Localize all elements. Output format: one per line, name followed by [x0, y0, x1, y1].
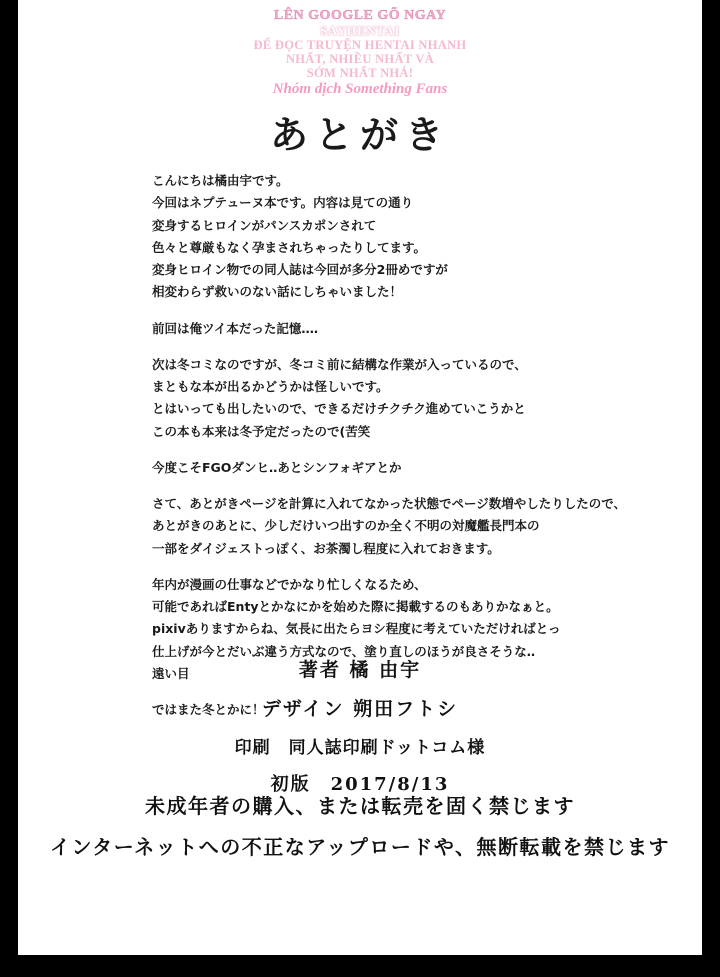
watermark-overlay — [18, 8, 702, 98]
body-line: 変身するヒロインがパンスカポンされて — [152, 217, 377, 233]
watermark-line-3a: ĐỂ ĐỌC TRUYỆN HENTAI NHANH — [253, 38, 467, 53]
body-line: 一部をダイジェストっぽく、お茶濁し程度に入れておきます。 — [152, 540, 500, 556]
paragraph — [152, 318, 582, 340]
body-line: pixivありますからね、気長に出たらヨシ程度に考えていただければとっ — [152, 621, 561, 637]
body-line: 仕上げが今とだいぶ違う方式なので、塗り直しのほうが良さそうな‥ — [152, 643, 536, 659]
credit-design: デザイン 朔田フトシ — [261, 698, 459, 720]
body-line: 可能であればEntyとかなにかを始めた際に掲載するのもありかなぁと。 — [152, 599, 559, 614]
watermark-signature: Nhóm dịch Something Fans — [272, 81, 448, 98]
watermark-line-1: LÊN GOOGLE GÕ NGAY — [273, 8, 447, 23]
paragraph — [152, 354, 582, 443]
body-line: 今度こそFGOダンヒ‥あとシンフォギアとか — [152, 459, 402, 475]
watermark-line-3b: NHẤT, NHIỀU NHẤT VÀ — [285, 52, 435, 67]
body-line: 変身ヒロイン物での同人誌は今回が多分2冊めですが — [152, 262, 448, 277]
body-line: 次は冬コミなのですが、冬コミ前に結構な作業が入っているので、 — [152, 356, 527, 372]
credit-author: 著者 橘 由宇 — [298, 659, 422, 681]
body-line: さて、あとがきページを計算に入れてなかった状態でページ数増やしたりしたので、 — [152, 496, 627, 511]
afterword-body — [152, 170, 627, 735]
body-line: 今回はネプテューヌ本です。内容は見ての通り — [152, 195, 414, 211]
body-line: 遠い目 — [152, 665, 190, 681]
paragraph — [152, 457, 582, 479]
body-line: この本も本来は冬予定だったので(苦笑 — [152, 423, 371, 439]
paragraph — [152, 170, 582, 304]
page-title: あとがき — [269, 112, 450, 157]
watermark-line-2: SAYHENTAI — [320, 22, 400, 38]
body-line: 年内が漫画の仕事などでかなり忙しくなるため、 — [152, 576, 427, 592]
body-line: とはいっても出したいので、できるだけチクチク進めていこうかと — [152, 401, 526, 417]
body-line: 相変わらず救いのない話にしちゃいました！ — [152, 284, 403, 300]
credit-printing: 印刷 同人誌印刷ドットコム様 — [234, 738, 486, 758]
notice-line-2: インターネットへの不正なアップロードや、無断転載を禁じます — [50, 835, 670, 859]
doc-page — [18, 0, 702, 955]
paragraph — [152, 493, 627, 560]
body-line: 前回は俺ツイ本だった記憶‥‥ — [152, 320, 319, 336]
body-line: ではまた冬とかに！ — [152, 702, 265, 717]
body-line: あとがきのあとに、少しだけいつ出すのか全く不明の対魔艦長門本の — [152, 518, 540, 534]
body-line: まともな本が出るかどうかは怪しいです。 — [152, 379, 389, 394]
credit-edition: 初版 2017/8/13 — [270, 774, 450, 795]
body-line: こんにちは橘由宇です。 — [152, 173, 289, 188]
watermark-line-3c: SỚM NHẤT NHÁ! — [306, 66, 414, 81]
legal-notice — [18, 790, 702, 872]
body-line: 色々と尊厳もなく孕まされちゃったりしてます。 — [152, 239, 427, 255]
notice-line-1: 未成年者の購入、または転売を固く禁じます — [145, 794, 575, 818]
